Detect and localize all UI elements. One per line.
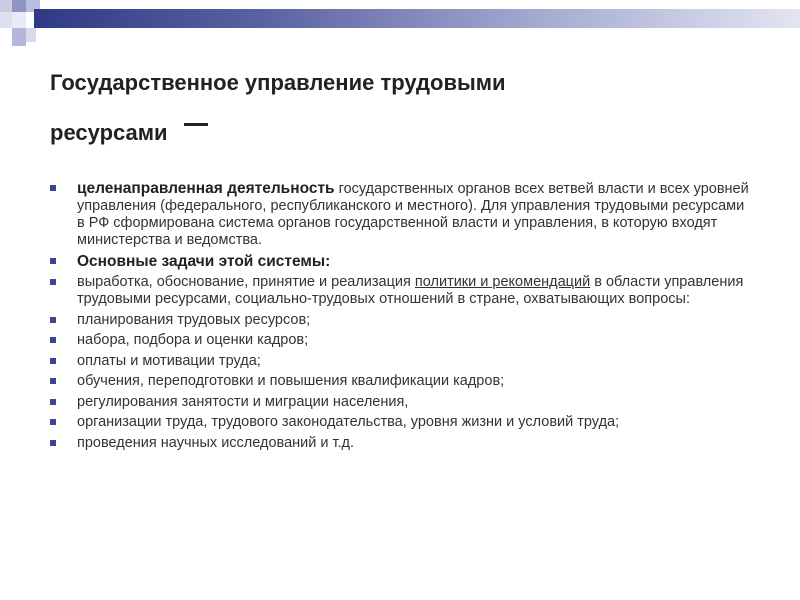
bullet-square-icon <box>50 399 56 405</box>
banner-gradient-bar <box>34 9 800 28</box>
bullet-list <box>50 180 750 455</box>
list-item <box>50 274 750 308</box>
list-item-text: организации труда, трудового законодательства, уровня жизни и условий труда; <box>77 414 620 430</box>
bullet-square-icon <box>50 419 56 425</box>
bullet-square-icon <box>50 358 56 364</box>
list-item <box>50 253 750 271</box>
header-banner <box>0 0 800 48</box>
item-text-pre: выработка, обоснование, принятие и реализация <box>77 274 415 290</box>
decor-square <box>12 0 26 12</box>
title-line-1: Государственное управление трудовыми <box>50 70 506 95</box>
list-item <box>50 353 750 370</box>
tasks-heading: Основные задачи этой системы: <box>77 252 331 270</box>
list-item-text: планирования трудовых ресурсов; <box>77 311 311 328</box>
list-item-text: регулирования занятости и миграции населения, <box>77 393 409 410</box>
bullet-square-icon <box>50 440 56 446</box>
list-item-text: оплаты и мотивации труда; <box>77 352 261 369</box>
page-title <box>50 58 730 158</box>
decor-square <box>0 0 12 12</box>
list-item <box>50 394 750 411</box>
list-item <box>50 414 750 431</box>
item-text-post: в области управления трудовыми ресурсами, социально-трудовых отношений в стране, охватывающих вопросы: <box>77 274 744 307</box>
title-line-2 <box>50 108 730 158</box>
decor-square <box>12 28 26 46</box>
bullet-square-icon <box>50 185 56 191</box>
definition-text: государственных органов всех ветвей власти и всех уровней управления (федерального, республиканского и местного). Для управления трудовыми ресурсами в РФ сформирована система органов государственной власти и управления, в которую входят министерства и ведомства. <box>77 181 749 248</box>
bullet-square-icon <box>50 279 56 285</box>
list-item-text: набора, подбора и оценки кадров; <box>77 332 309 348</box>
list-item-text: обучения, переподготовки и повышения квалификации кадров; <box>77 373 505 389</box>
list-item <box>50 373 750 390</box>
bullet-square-icon <box>50 378 56 384</box>
title-line-2-text: ресурсами <box>50 120 168 145</box>
title-dash <box>184 123 208 126</box>
definition-term: целенаправленная деятельность <box>77 180 335 197</box>
policy-link[interactable]: политики и рекомендаций <box>414 274 591 290</box>
bullet-square-icon <box>50 317 56 323</box>
list-item <box>50 332 750 349</box>
list-item <box>50 312 750 329</box>
decor-square <box>26 28 36 42</box>
decor-square <box>0 12 12 28</box>
decor-square <box>12 12 26 28</box>
bullet-square-icon <box>50 258 56 264</box>
list-item-text: проведения научных исследований и т.д. <box>77 434 355 451</box>
bullet-square-icon <box>50 337 56 343</box>
list-item <box>50 180 750 249</box>
list-item <box>50 435 750 452</box>
